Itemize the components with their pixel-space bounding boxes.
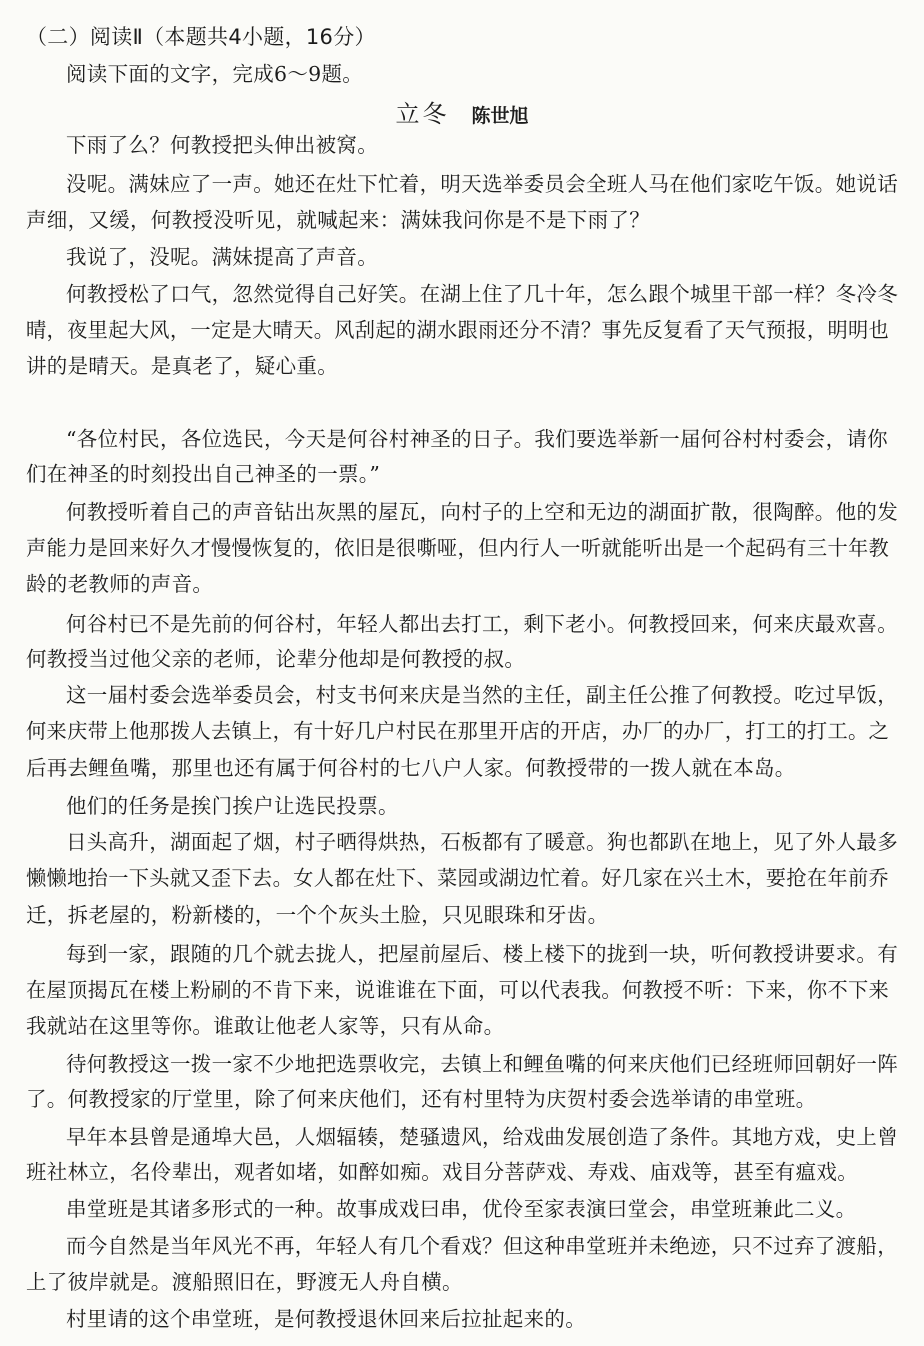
paragraph-line: 早年本县曾是通埠大邑，人烟辐辏，楚骚遗风，给戏曲发展创造了条件。其地方戏，史上曾: [66, 1125, 898, 1149]
paragraph-line: 待何教授这一拨一家不少地把选票收完，去镇上和鲤鱼嘴的何来庆他们已经班师回朝好一阵: [66, 1052, 898, 1076]
paragraph-line: 我说了，没呢。满妹提高了声音。: [66, 245, 378, 269]
paragraph-line: 班社林立，名伶辈出，观者如堵，如醉如痴。戏目分菩萨戏、寿戏、庙戏等，甚至有瘟戏。: [26, 1160, 858, 1184]
paragraph-line: 何教授听着自己的声音钻出灰黑的屋瓦，向村子的上空和无边的湖面扩散，很陶醉。他的发: [66, 500, 898, 524]
paragraph-line: 龄的老教师的声音。: [26, 572, 214, 596]
paragraph-line: “各位村民，各位选民，今天是何谷村神圣的日子。我们要选举新一届何谷村村委会，请你: [66, 427, 888, 451]
paragraph-line: 声能力是回来好久才慢慢恢复的，依旧是很嘶哑，但内行人一听就能听出是一个起码有三十年教: [26, 536, 890, 560]
instruction-text: 阅读下面的文字，完成6～9题。: [66, 62, 364, 86]
paragraph-line: 没呢。满妹应了一声。她还在灶下忙着，明天选举委员会全班人马在他们家吃午饭。她说话: [66, 172, 898, 196]
paragraph-line: 晴，夜里起大风，一定是大晴天。风刮起的湖水跟雨还分不清？事先反复看了天气预报，明明也: [26, 318, 890, 342]
paragraph-line: 这一届村委会选举委员会，村支书何来庆是当然的主任，副主任公推了何教授。吃过早饭，: [66, 683, 898, 707]
paragraph-line: 在屋顶揭瓦在楼上粉刷的不肯下来，说谁谁在下面，可以代表我。何教授不听：下来，你不下来: [26, 978, 890, 1002]
story-author: 陈世旭: [471, 105, 529, 127]
paragraph-line: 何教授松了口气，忽然觉得自己好笑。在湖上住了几十年，怎么跟个城里干部一样？冬冷冬: [66, 282, 898, 306]
paragraph-line: 懒懒地抬一下头就又歪下去。女人都在灶下、菜园或湖边忙着。好几家在兴土木，要抢在年前乔: [26, 866, 890, 890]
paragraph-line: 声细，又缓，何教授没听见，就喊起来：满妹我问你是不是下雨了？: [26, 208, 650, 232]
paragraph-line: 讲的是晴天。是真老了，疑心重。: [26, 354, 338, 378]
paragraph-line: 我就站在这里等你。谁敢让他老人家等，只有从命。: [26, 1014, 505, 1038]
paragraph-line: 迁，拆老屋的，粉新楼的，一个个灰头土脸，只见眼珠和牙齿。: [26, 903, 609, 927]
paragraph-line: 上了彼岸就是。渡船照旧在，野渡无人舟自横。: [26, 1270, 463, 1294]
paragraph-line: 村里请的这个串堂班，是何教授退休回来后拉扯起来的。: [66, 1307, 586, 1331]
paragraph-line: 何来庆带上他那拨人去镇上，有十好几户村民在那里开店的开店，办厂的办厂，打工的打工。之: [26, 719, 890, 743]
story-title-block: [0, 94, 924, 129]
paragraph-line: 他们的任务是挨门挨户让选民投票。: [66, 794, 399, 818]
paragraph-line: 后再去鲤鱼嘴，那里也还有属于何谷村的七八户人家。何教授带的一拨人就在本岛。: [26, 756, 796, 780]
paragraph-line: 们在神圣的时刻投出自己神圣的一票。”: [26, 462, 381, 486]
paragraph-line: 下雨了么？何教授把头伸出被窝。: [66, 133, 378, 157]
paragraph-line: 何谷村已不是先前的何谷村，年轻人都出去打工，剩下老小。何教授回来，何来庆最欢喜。: [66, 612, 898, 636]
section-heading: （二）阅读Ⅱ（本题共4小题，16分）: [26, 25, 376, 49]
paragraph-line: 了。何教授家的厅堂里，除了何来庆他们，还有村里特为庆贺村委会选举请的串堂班。: [26, 1087, 817, 1111]
paragraph-line: 而今自然是当年风光不再，年轻人有几个看戏？但这种串堂班并未绝迹，只不过弃了渡船，: [66, 1234, 898, 1258]
paragraph-line: 何教授当过他父亲的老师，论辈分他却是何教授的叔。: [26, 647, 526, 671]
paragraph-line: 每到一家，跟随的几个就去拢人，把屋前屋后、楼上楼下的拢到一块，听何教授讲要求。有: [66, 942, 898, 966]
paragraph-line: 日头高升，湖面起了烟，村子晒得烘热，石板都有了暖意。狗也都趴在地上，见了外人最多: [66, 830, 898, 854]
paragraph-line: 串堂班是其诸多形式的一种。故事成戏曰串，优伶至家表演曰堂会，串堂班兼此二义。: [66, 1197, 857, 1221]
story-title: 立冬: [395, 100, 450, 128]
